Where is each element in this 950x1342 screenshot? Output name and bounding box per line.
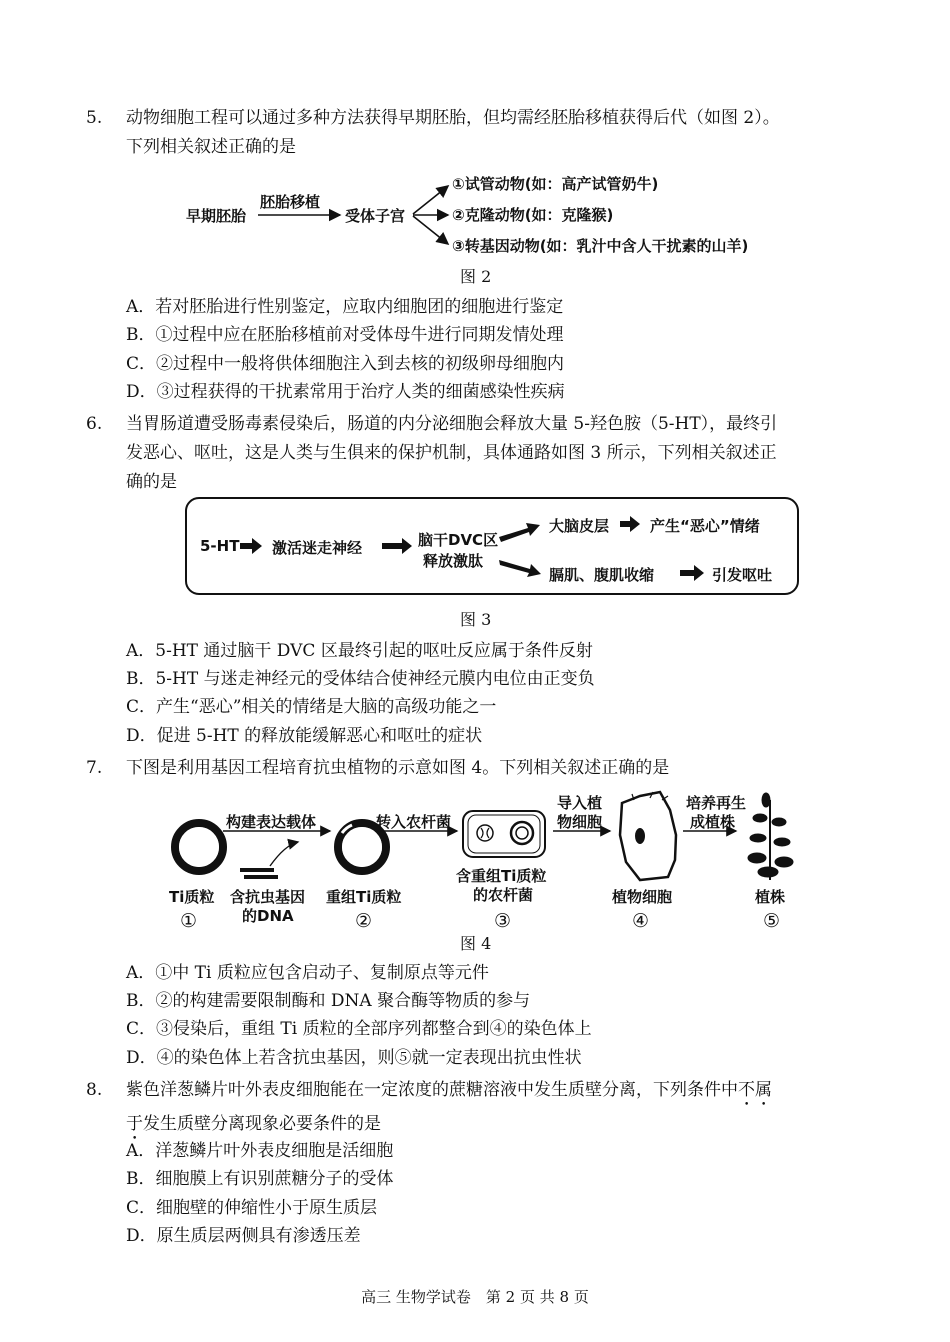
fig4-arrow2-label: 转入农杆菌: [376, 813, 452, 831]
q6-option-d[interactable]: D．促进 5-HT 的释放能缓解恶心和呕吐的症状: [126, 726, 483, 746]
fig4-label-recombinant: 重组Ti质粒: [326, 888, 402, 906]
fig2-output-2: ②克隆动物(如：克隆猴): [452, 206, 614, 224]
q6-option-a[interactable]: A．5-HT 通过脑干 DVC 区最终引起的呕吐反应属于条件反射: [126, 641, 593, 661]
question-6-line2: 发恶心、呕吐，这是人类与生俱来的保护机制，具体通路如图 3 所示，下列相关叙述正: [126, 443, 777, 463]
fig4-dna-strand-1: [240, 868, 274, 872]
question-5-line1: 动物细胞工程可以通过多种方法获得早期胚胎，但均需经胚胎移植获得后代（如图 2）。: [126, 108, 780, 128]
question-5-line2: 下列相关叙述正确的是: [126, 137, 296, 157]
figure-4-caption: 图 4: [460, 934, 492, 953]
q7-option-d[interactable]: D．④的染色体上若含抗虫基因，则⑤就一定表现出抗虫性状: [126, 1048, 582, 1068]
fig4-label-agro-b: 的农杆菌: [473, 886, 534, 904]
fig2-arrow-label: 胚胎移植: [260, 193, 321, 211]
q8-option-b[interactable]: B．细胞膜上有识别蔗糖分子的受体: [126, 1169, 394, 1189]
q8-option-c[interactable]: C．细胞壁的伸缩性小于原生质层: [126, 1198, 378, 1218]
fig4-arrow1-label: 构建表达载体: [226, 813, 317, 831]
question-8-number: 8.: [86, 1080, 103, 1100]
question-8-emphasis-2: 于: [126, 1114, 143, 1134]
fig4-arrow4-label-a: 培养再生: [686, 794, 747, 812]
q5-option-d[interactable]: D．③过程获得的干扰素常用于治疗人类的细菌感染性疾病: [126, 382, 565, 402]
fig2-early-embryo: 早期胚胎: [186, 207, 247, 225]
fig3-muscle: 膈肌、腹肌收缩: [549, 566, 655, 584]
fig4-circled-3: ③: [494, 910, 512, 932]
fig2-output-1: ①试管动物(如：高产试管奶牛): [452, 175, 659, 193]
question-8-stem: [126, 1076, 772, 1144]
question-8-line1: [126, 1076, 772, 1110]
question-6-line3: 确的是: [126, 472, 177, 492]
q5-option-a[interactable]: A．若对胚胎进行性别鉴定，应取内细胞团的细胞进行鉴定: [126, 297, 564, 317]
fig4-label-dna-b: 的DNA: [242, 907, 294, 925]
question-7-number: 7.: [86, 758, 103, 778]
q5-option-c[interactable]: C．②过程中一般将供体细胞注入到去核的初级卵母细胞内: [126, 354, 565, 374]
fig3-nausea: 产生“恶心”情绪: [650, 517, 760, 535]
fig4-circled-4: ④: [632, 910, 650, 932]
q7-option-c[interactable]: C．③侵染后，重组 Ti 质粒的全部序列都整合到④的染色体上: [126, 1019, 592, 1039]
fig4-arrow4-label-b: 成植株: [690, 813, 736, 831]
fig4-ti-plasmid: [175, 823, 223, 871]
q7-option-a[interactable]: A．①中 Ti 质粒应包含启动子、复制原点等元件: [126, 963, 489, 983]
fig4-label-plant-cell: 植物细胞: [612, 888, 673, 906]
fig4-label-agro-a: 含重组Ti质粒: [456, 867, 547, 885]
question-8-line1-text: 紫色洋葱鳞片叶外表皮细胞能在一定浓度的蔗糖溶液中发生质壁分离，下列条件中: [126, 1080, 738, 1100]
fig4-arrow3-label-a: 导入植: [557, 794, 603, 812]
q6-option-b[interactable]: B．5-HT 与迷走神经元的受体结合使神经元膜内电位由正变负: [126, 669, 595, 689]
fig4-circled-5: ⑤: [763, 910, 781, 932]
fig3-kinin: 释放激肽: [423, 552, 484, 570]
fig4-label-plant: 植株: [755, 888, 786, 906]
fig3-vagus: 激活迷走神经: [272, 539, 363, 557]
fig4-label-dna-a: 含抗虫基因: [230, 888, 306, 906]
q8-option-d[interactable]: D．原生质层两侧具有渗透压差: [126, 1226, 361, 1246]
fig4-dna-strand-2: [244, 875, 278, 879]
question-8-emphasis-1: 不属: [738, 1080, 772, 1100]
fig3-dvc: 脑干DVC区: [418, 531, 499, 549]
q7-option-b[interactable]: B．②的构建需要限制酶和 DNA 聚合酶等物质的参与: [126, 991, 531, 1011]
fig3-vomit: 引发呕吐: [712, 566, 773, 584]
page-footer: 高三 生物学试卷 第 2 页 共 8 页: [361, 1288, 589, 1306]
fig3-5ht: 5-HT: [200, 537, 240, 555]
q8-option-a[interactable]: A．洋葱鳞片叶外表皮细胞是活细胞: [126, 1141, 394, 1161]
question-6-line1: 当胃肠道遭受肠毒素侵染后，肠道的内分泌细胞会释放大量 5-羟色胺（5-HT），最终引: [126, 414, 778, 434]
figure-2-caption: 图 2: [460, 267, 492, 286]
fig4-plant: [748, 793, 793, 880]
fig2-output-3: ③转基因动物(如：乳汁中含人干扰素的山羊): [452, 237, 749, 255]
fig4-plant-cell: [620, 792, 676, 880]
fig4-circled-1: ①: [180, 910, 198, 932]
fig4-label-ti-plasmid: Ti质粒: [169, 888, 215, 906]
question-7-line1: 下图是利用基因工程培育抗虫植物的示意如图 4。下列相关叙述正确的是: [126, 758, 670, 778]
question-5-number: 5.: [86, 108, 103, 128]
question-8-line2-text: 发生质壁分离现象必要条件的是: [143, 1114, 381, 1134]
q6-option-c[interactable]: C．产生“恶心”相关的情绪是大脑的高级功能之一: [126, 697, 497, 717]
fig2-recipient-uterus: 受体子宫: [345, 207, 406, 225]
fig4-circled-2: ②: [355, 910, 373, 932]
fig4-curved-arrow: [270, 842, 298, 866]
question-6-number: 6.: [86, 414, 103, 434]
figure-3-caption: 图 3: [460, 610, 492, 629]
fig3-cortex: 大脑皮层: [549, 517, 610, 535]
fig4-arrow3-label-b: 物细胞: [557, 813, 603, 831]
q5-option-b[interactable]: B．①过程中应在胚胎移植前对受体母牛进行同期发情处理: [126, 325, 564, 345]
